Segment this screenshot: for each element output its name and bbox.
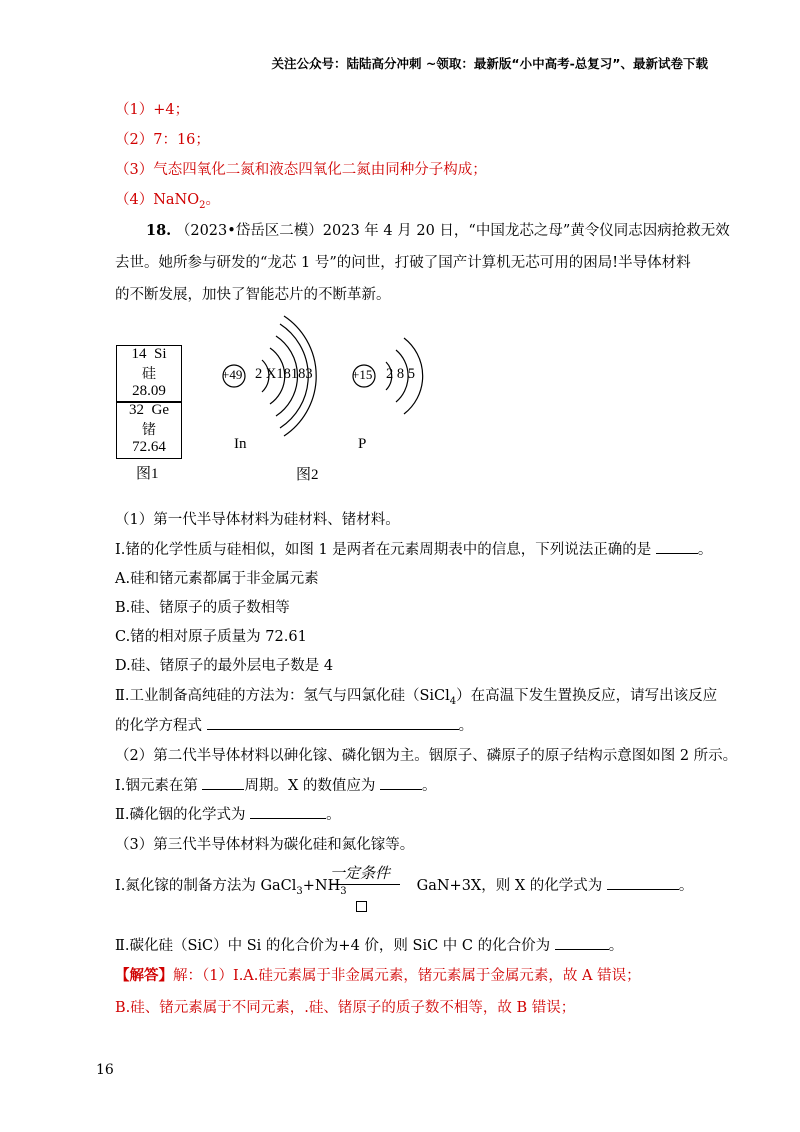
answer-blank[interactable] [250, 804, 326, 819]
figure-2-caption: 图2 [296, 467, 319, 483]
question-18-line-3: 的不断发展，加快了智能芯片的不断革新。 [115, 287, 391, 303]
answer-blank[interactable] [607, 875, 679, 890]
answer-blank[interactable] [380, 775, 422, 790]
figure-1-caption: 图1 [136, 466, 159, 482]
page-header: 关注公众号：陆陆高分冲刺 ~领取：最新版“小中高考-总复习”、最新试卷下载 [271, 56, 708, 71]
part-3-question-1: Ⅰ.氮化镓的制备方法为 $GaCl_3+NH_3$ GaN+3X，则 X 的化学式为 。 [115, 874, 693, 897]
question-18-line-2: 去世。她所参与研发的“龙芯 1 号”的问世，打破了国产计算机无芯可用的困局!半导体材料 [115, 255, 691, 271]
answer-line-3: （3）气态四氧化二氮和液态四氧化二氮由同种分子构成； [115, 162, 487, 178]
solution-line-2: B.硅、锗元素属于不同元素，.硅、锗原子的质子数不相等，故 B 错误； [115, 1000, 576, 1016]
page-number: 16 [96, 1062, 114, 1078]
ge-name: 锗 [142, 423, 156, 438]
si-mass: 28.09 [132, 383, 166, 399]
part-1-question-1: Ⅰ.锗的化学性质与硅相似，如图 1 是两者在元素周期表中的信息，下列说法正确的是 。 [115, 538, 712, 559]
part-1-question-2-line-2: 的化学方程式 。 [115, 714, 473, 735]
part-3-question-2: Ⅱ.碳化硅（SiC）中 Si 的化合价为+4 价，则 SiC 中 C 的化合价为 。 [115, 934, 623, 955]
answer-line-1: （1）+4； [115, 102, 190, 118]
solution-line-1: 【解答】解：（1）Ⅰ.A.硅元素属于非金属元素，锗元素属于金属元素，故 A 错误； [115, 967, 641, 984]
si-number-symbol: 14 Si [131, 346, 167, 362]
answer-blank[interactable] [202, 775, 244, 790]
answer-line-4: （4）NaNO$_2$。 [115, 192, 221, 211]
answer-blank[interactable] [207, 715, 459, 730]
in-label: In [234, 436, 247, 452]
p-label: P [358, 436, 367, 452]
solution-tag: 【解答】 [115, 967, 173, 984]
reaction-condition: 一定条件 [330, 864, 391, 882]
si-element-card [116, 345, 182, 403]
part-3-title: （3）第三代半导体材料为碳化硅和氮化镓等。 [115, 837, 415, 853]
ge-element-card [116, 401, 182, 459]
question-number: 18. [146, 222, 172, 239]
option-d: D.硅、锗原子的最外层电子数是 4 [115, 658, 334, 674]
answer-blank[interactable] [656, 539, 698, 554]
in-nucleus-label: +49 [222, 367, 243, 382]
p-shell-numbers: 2 8 5 [386, 366, 415, 382]
option-a: A.硅和锗元素都属于非金属元素 [115, 571, 319, 587]
part-2-question-2: Ⅱ.磷化铟的化学式为 。 [115, 803, 341, 824]
option-c: C.锗的相对原子质量为 72.61 [115, 629, 307, 645]
part-1-question-2-line-1: Ⅱ.工业制备高纯硅的方法为：氢气与四氯化硅（SiCl$_4$）在高温下发生置换反应，请写出该反应 [115, 688, 718, 707]
small-box-icon [356, 901, 367, 912]
reaction-arrow-line [330, 884, 400, 885]
question-18-line-1: 18. （2023•岱岳区二模）2023 年 4 月 20 日，“中国龙芯之母”黄令仪同志因病抢救无效 [146, 222, 730, 239]
part-1-title: （1）第一代半导体材料为硅材料、锗材料。 [115, 512, 400, 528]
in-shell-numbers: 2 X18183 [255, 366, 313, 382]
part-2-title: （2）第二代半导体材料以砷化镓、磷化铟为主。铟原子、磷原子的原子结构示意图如图 2 所示。 [115, 748, 738, 764]
si-name: 硅 [142, 367, 156, 382]
option-b: B.硅、锗原子的质子数相等 [115, 600, 290, 616]
answer-blank[interactable] [555, 935, 609, 950]
ge-mass: 72.64 [132, 439, 166, 455]
part-2-question-1: Ⅰ.铟元素在第 周期。X 的数值应为 。 [115, 774, 437, 795]
ge-number-symbol: 32 Ge [129, 402, 169, 418]
answer-line-2: （2）7：16； [115, 132, 210, 148]
p-nucleus-label: +15 [352, 367, 373, 382]
